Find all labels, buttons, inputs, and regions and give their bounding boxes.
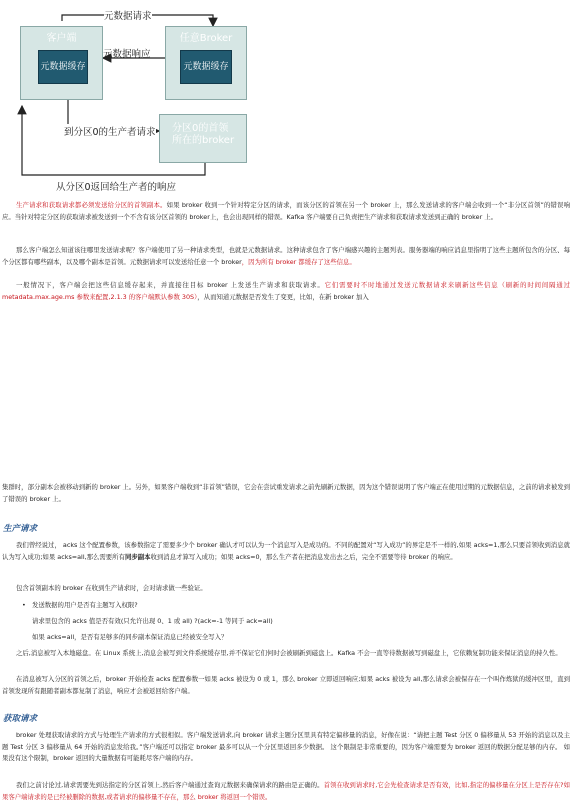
metadata-refresh-text: ，从而知道元数据是否发生了变更，比如，在新 broker 加入 xyxy=(197,292,369,301)
paragraph-metadata-request xyxy=(2,245,570,268)
paragraph-validation: 包含首领副本的 broker 在收到生产请求时，会对请求做一些验证。 xyxy=(16,584,207,592)
request-routing-diagram xyxy=(0,0,573,195)
acks-text-a: 我们曾经说过， acks 这个配置参数，该参数指定了需要多少个 broker 确认才可以认为一个消息写入是成功的。不同的配置对“写入成功”的界定是不一样的,如果 acks=1,那么只要首领收到消息就认为写入成功;如果 acks=all,那么需要所有 xyxy=(2,541,570,561)
client-title: 客户端 xyxy=(46,33,77,44)
paragraph-leader-routing xyxy=(2,200,570,223)
client-metadata-cache: 元数据缓存 xyxy=(38,50,88,84)
partition0-leader-label: 分区0的首领所在的broker xyxy=(172,123,235,146)
leader-routing-text: 如果 broker 收到一个针对特定分区的请求，而该分区的首领在另一个 broker 上，那么发送请求的客户端会收到一个“非分区首领”的错误响应。当针对特定分区的获取请求被发送到一个不含有该分区首领的 broker上，也会出现同样的错误。Kafka 客户端要自己负责把生产请求和获取请求发送到正确的 broker 上。 xyxy=(2,201,570,221)
leader-routing-emphasis: 生产请求和获取请求都必须发送给分区的首领副本。 xyxy=(16,201,167,209)
broker-title: 任意Broker xyxy=(179,33,233,44)
bullet-text: 发送数据的用户是否有主题写入权限? xyxy=(32,601,138,609)
paragraph-acks xyxy=(2,540,570,563)
metadata-cache-text: 一般情况下，客户端会把这些信息缓存起来，并直接往目标 broker 上发送生产请求和获取请求。 xyxy=(16,281,325,289)
broker-metadata-cache: 元数据缓存 xyxy=(180,50,232,84)
paragraph-acks-all: 如果 acks=all，是否有足够多的同步副本保证消息已经被安全写入？ xyxy=(32,633,228,641)
heading-fetch-request: 获取请求 xyxy=(3,714,38,724)
paragraph-fetch-validation xyxy=(2,780,570,803)
in-sync-replicas-bold: 同步副本 xyxy=(124,552,151,561)
label-produce-request: 到分区0的生产者请求 xyxy=(64,124,156,138)
broker-box xyxy=(165,26,247,100)
fetch-validation-text: 我们之前讨论过,请求需要先到达指定的分区首领上,然后客户端通过查询元数据来确保请求的路由是正确的。 xyxy=(16,781,324,789)
heading-produce-request: 生产请求 xyxy=(3,524,38,534)
metadata-cache-emphasis: ，因为所有 broker 都缓存了这些信息。 xyxy=(241,257,356,266)
client-box xyxy=(20,26,103,100)
bullet-icon: • xyxy=(22,601,26,609)
paragraph-acks-valid: 请求里包含的 acks 值是否有效(只允许出现 0、1 或 all) ?(ack=-1 等同于 ack=all) xyxy=(32,617,273,625)
paragraph-fetch: broker 处理获取请求的方式与处理生产请求的方式很相似。客户端发送请求,向 broker 请求主题分区里具有特定偏移量的消息，好像在说：“请把主题 Test 分区 0 偏移量从 53 开始的消息以及主题 Test 分区 3 偏移量从 64 开始的消息发给我。”客户端还可以指定 broker 最多可以从一个分区里返回多少数据。 这个限制是非常重要的，因为客户端需要为 broker 返回的数据分配足够的内存。 如果没有这个限制，broker 返回的大量数据有可能耗尽客户端的内存。 xyxy=(2,731,570,762)
partition0-leader-box xyxy=(159,114,247,163)
paragraph-disk-write: 之后,消息被写入本地磁盘。在 Linux 系统上,消息会被写到文件系统缓存里,并不保证它们何时会被刷新到磁盘上。Kafka 不会一直等待数据被写到磁盘上，它依赖复制功能来保证消息的持久性。 xyxy=(16,649,562,657)
label-metadata-request: 元数据请求 xyxy=(104,8,152,22)
acks-text-b: 收到消息才算写入成功；如果 acks=0，那么生产者在把消息发出去之后，完全不需要等待 broker 的响应。 xyxy=(150,552,457,561)
bullet-write-permission xyxy=(22,600,562,612)
metadata-request-text: 那么客户端怎么知道该往哪里发送请求呢？客户端使用了另一种请求类型，也就是元数据请求。这种请求包含了客户端感兴趣的主题列表。服务器端的响应消息里指明了这些主题所包含的分区、每个分区都有哪些副本，以及哪个副本是首领。元数据请求可以发送给任意一个 broker xyxy=(2,246,570,266)
paragraph-purgatory: 在消息被写入分区的首领之后，broker 开始检查 acks 配置参数一如果 acks 被设为 0 或 1，那么 broker 立即返回响应;如果 acks 被设为 all,那么请求会被保存在一个叫作炼狱的缓冲区里，直到首领发现所有跟随者副本都复制了消息，响应才会被返回给客户端。 xyxy=(2,675,570,695)
label-metadata-response: 元数据响应 xyxy=(103,49,151,60)
label-produce-response: 从分区0返回给生产者的响应 xyxy=(56,179,176,193)
metadata-refresh-emphasis: 它们需要时不时地通过发送元数据请求来刷新这些信息（刷新的时间间隔通过 metadata.max.age.ms 参数来配置,2.1.3 的客户端默认参数 30S） xyxy=(2,281,571,301)
paragraph-metadata-cache xyxy=(2,280,570,303)
paragraph-not-leader-error: 集群时，部分副本会被移动到新的 broker 上。另外，如果客户端收到“非首领”错误，它会在尝试重发请求之前先刷新元数据，因为这个错误说明了客户端正在使用过期的元数据信息，之前的请求被发到了错误的 broker 上。 xyxy=(2,483,570,503)
fetch-validation-emphasis: 首领在收到请求时,它会先检查请求是否有效，比如,指定的偏移量在分区上是否存在?如果客户端请求的是已经被删除的数据,或者请求的偏移量不存在，那么 broker 将返回一个错误。 xyxy=(2,781,571,801)
